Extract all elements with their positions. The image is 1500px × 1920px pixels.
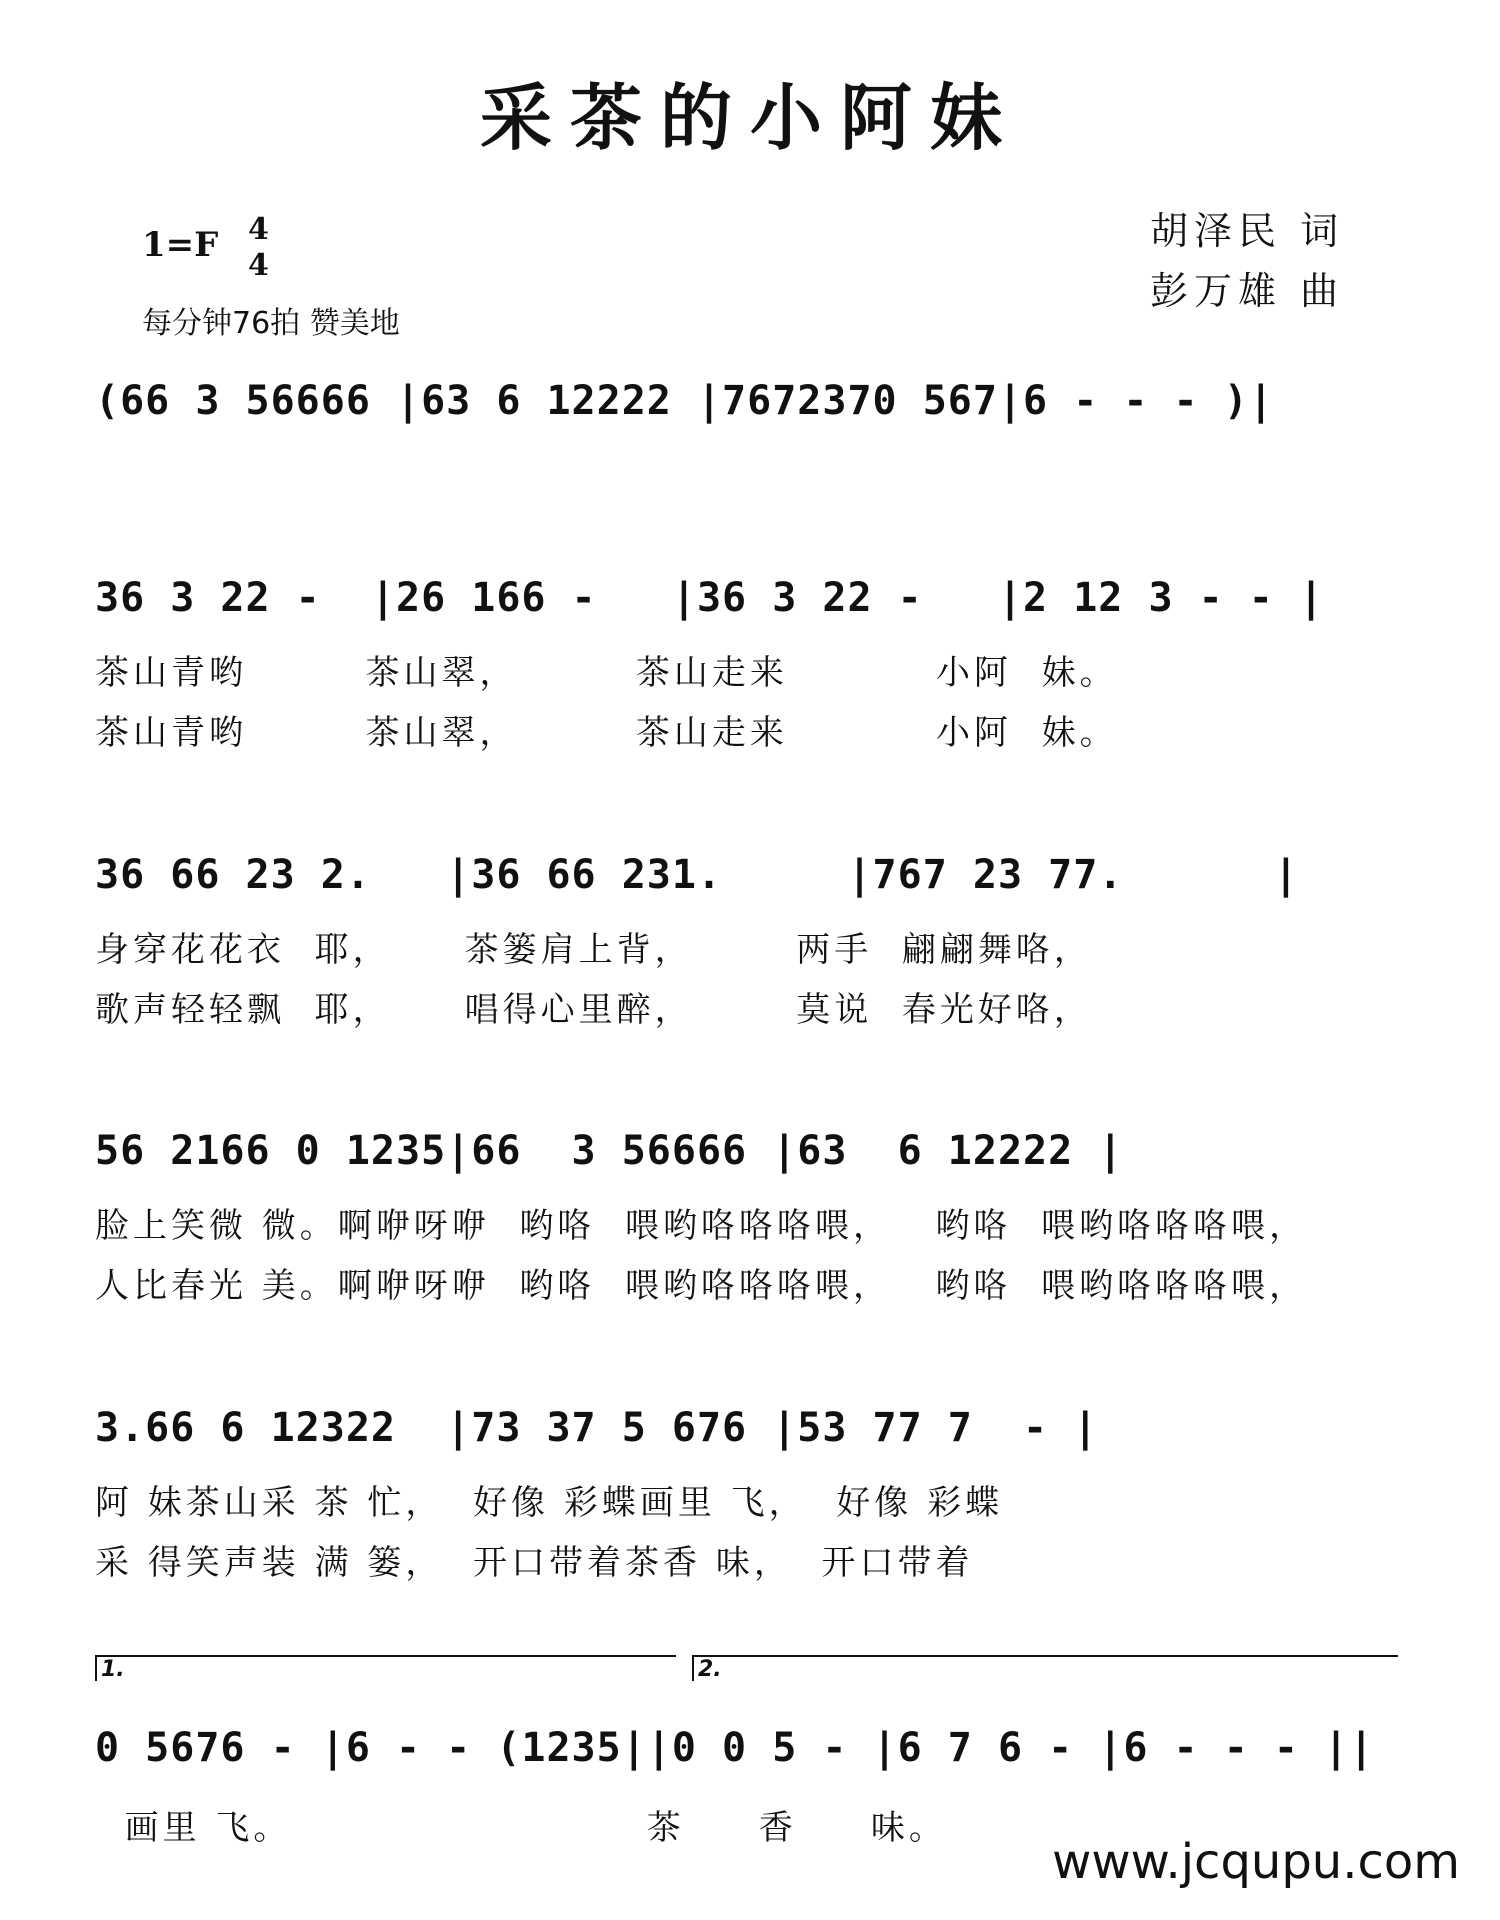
- lyric-verse-2: 人比春光 美。啊咿呀咿 哟咯 喂哟咯咯咯喂， 哟咯 喂哟咯咯咯喂，: [95, 1266, 1308, 1306]
- lyric-verse-2: 茶山青哟 茶山翠， 茶山走来 小阿 妹。: [95, 713, 1118, 753]
- lyric-verse-1: 阿 妹茶山采 茶 忙， 好像 彩蝶画里 飞， 好像 彩蝶: [95, 1483, 1004, 1523]
- score-line-3: [95, 1128, 1405, 1306]
- lyric-verse-1: 画里 飞。 茶 香 味。: [95, 1808, 947, 1848]
- lyric-verse-1: 脸上笑微 微。啊咿呀咿 哟咯 喂哟咯咯咯喂， 哟咯 喂哟咯咯咯喂，: [95, 1206, 1308, 1246]
- composer-credit: 彭万雄 曲: [1150, 269, 1345, 313]
- watermark: www.jcqupu.com: [1052, 1834, 1460, 1890]
- key-signature: 1=F: [142, 225, 219, 265]
- notes: 0 5676 - |6 - - (1235||0 0 5 - |6 7 6 - |6 - - - ||: [95, 1725, 1375, 1771]
- notes: 56 2166 0 1235|66 3 56666 |63 6 12222 |: [95, 1128, 1124, 1174]
- time-signature-bottom: 4: [248, 248, 269, 283]
- lyric-verse-2: 采 得笑声装 满 篓， 开口带着茶香 味， 开口带着: [95, 1543, 974, 1583]
- score-line-4: [95, 1405, 1405, 1583]
- score-line-intro: [95, 378, 1405, 468]
- page-title: 采茶的小阿妹: [479, 75, 1020, 160]
- time-signature-top: 4: [248, 212, 269, 247]
- lyricist-credit: 胡泽民 词: [1150, 209, 1345, 253]
- score-line-5: [95, 1657, 1405, 1848]
- second-ending-bracket: 2.: [692, 1655, 1398, 1681]
- notes: 3.66 6 12322 |73 37 5 676 |53 77 7 - |: [95, 1405, 1099, 1451]
- lyric-verse-2: 歌声轻轻飘 耶， 唱得心里醉， 莫说 春光好咯，: [95, 990, 1092, 1030]
- notes: 36 66 23 2. |36 66 231. |767 23 77. |: [95, 852, 1299, 898]
- score-line-2: [95, 852, 1405, 1030]
- lyric-verse-1: 身穿花花衣 耶， 茶篓肩上背， 两手 翩翩舞咯，: [95, 930, 1092, 970]
- time-signature: [248, 212, 269, 284]
- notes: 36 3 22 - |26 166 - |36 3 22 - |2 12 3 - - |: [95, 575, 1325, 621]
- first-ending-bracket: 1.: [95, 1655, 676, 1681]
- tempo-marking: 每分钟76拍 赞美地: [142, 306, 400, 341]
- score-line-1: [95, 575, 1405, 753]
- notes: (66 3 56666 |63 6 12222 |7672370 567|6 - - - )|: [95, 378, 1274, 424]
- lyric-verse-1: 茶山青哟 茶山翠， 茶山走来 小阿 妹。: [95, 653, 1118, 693]
